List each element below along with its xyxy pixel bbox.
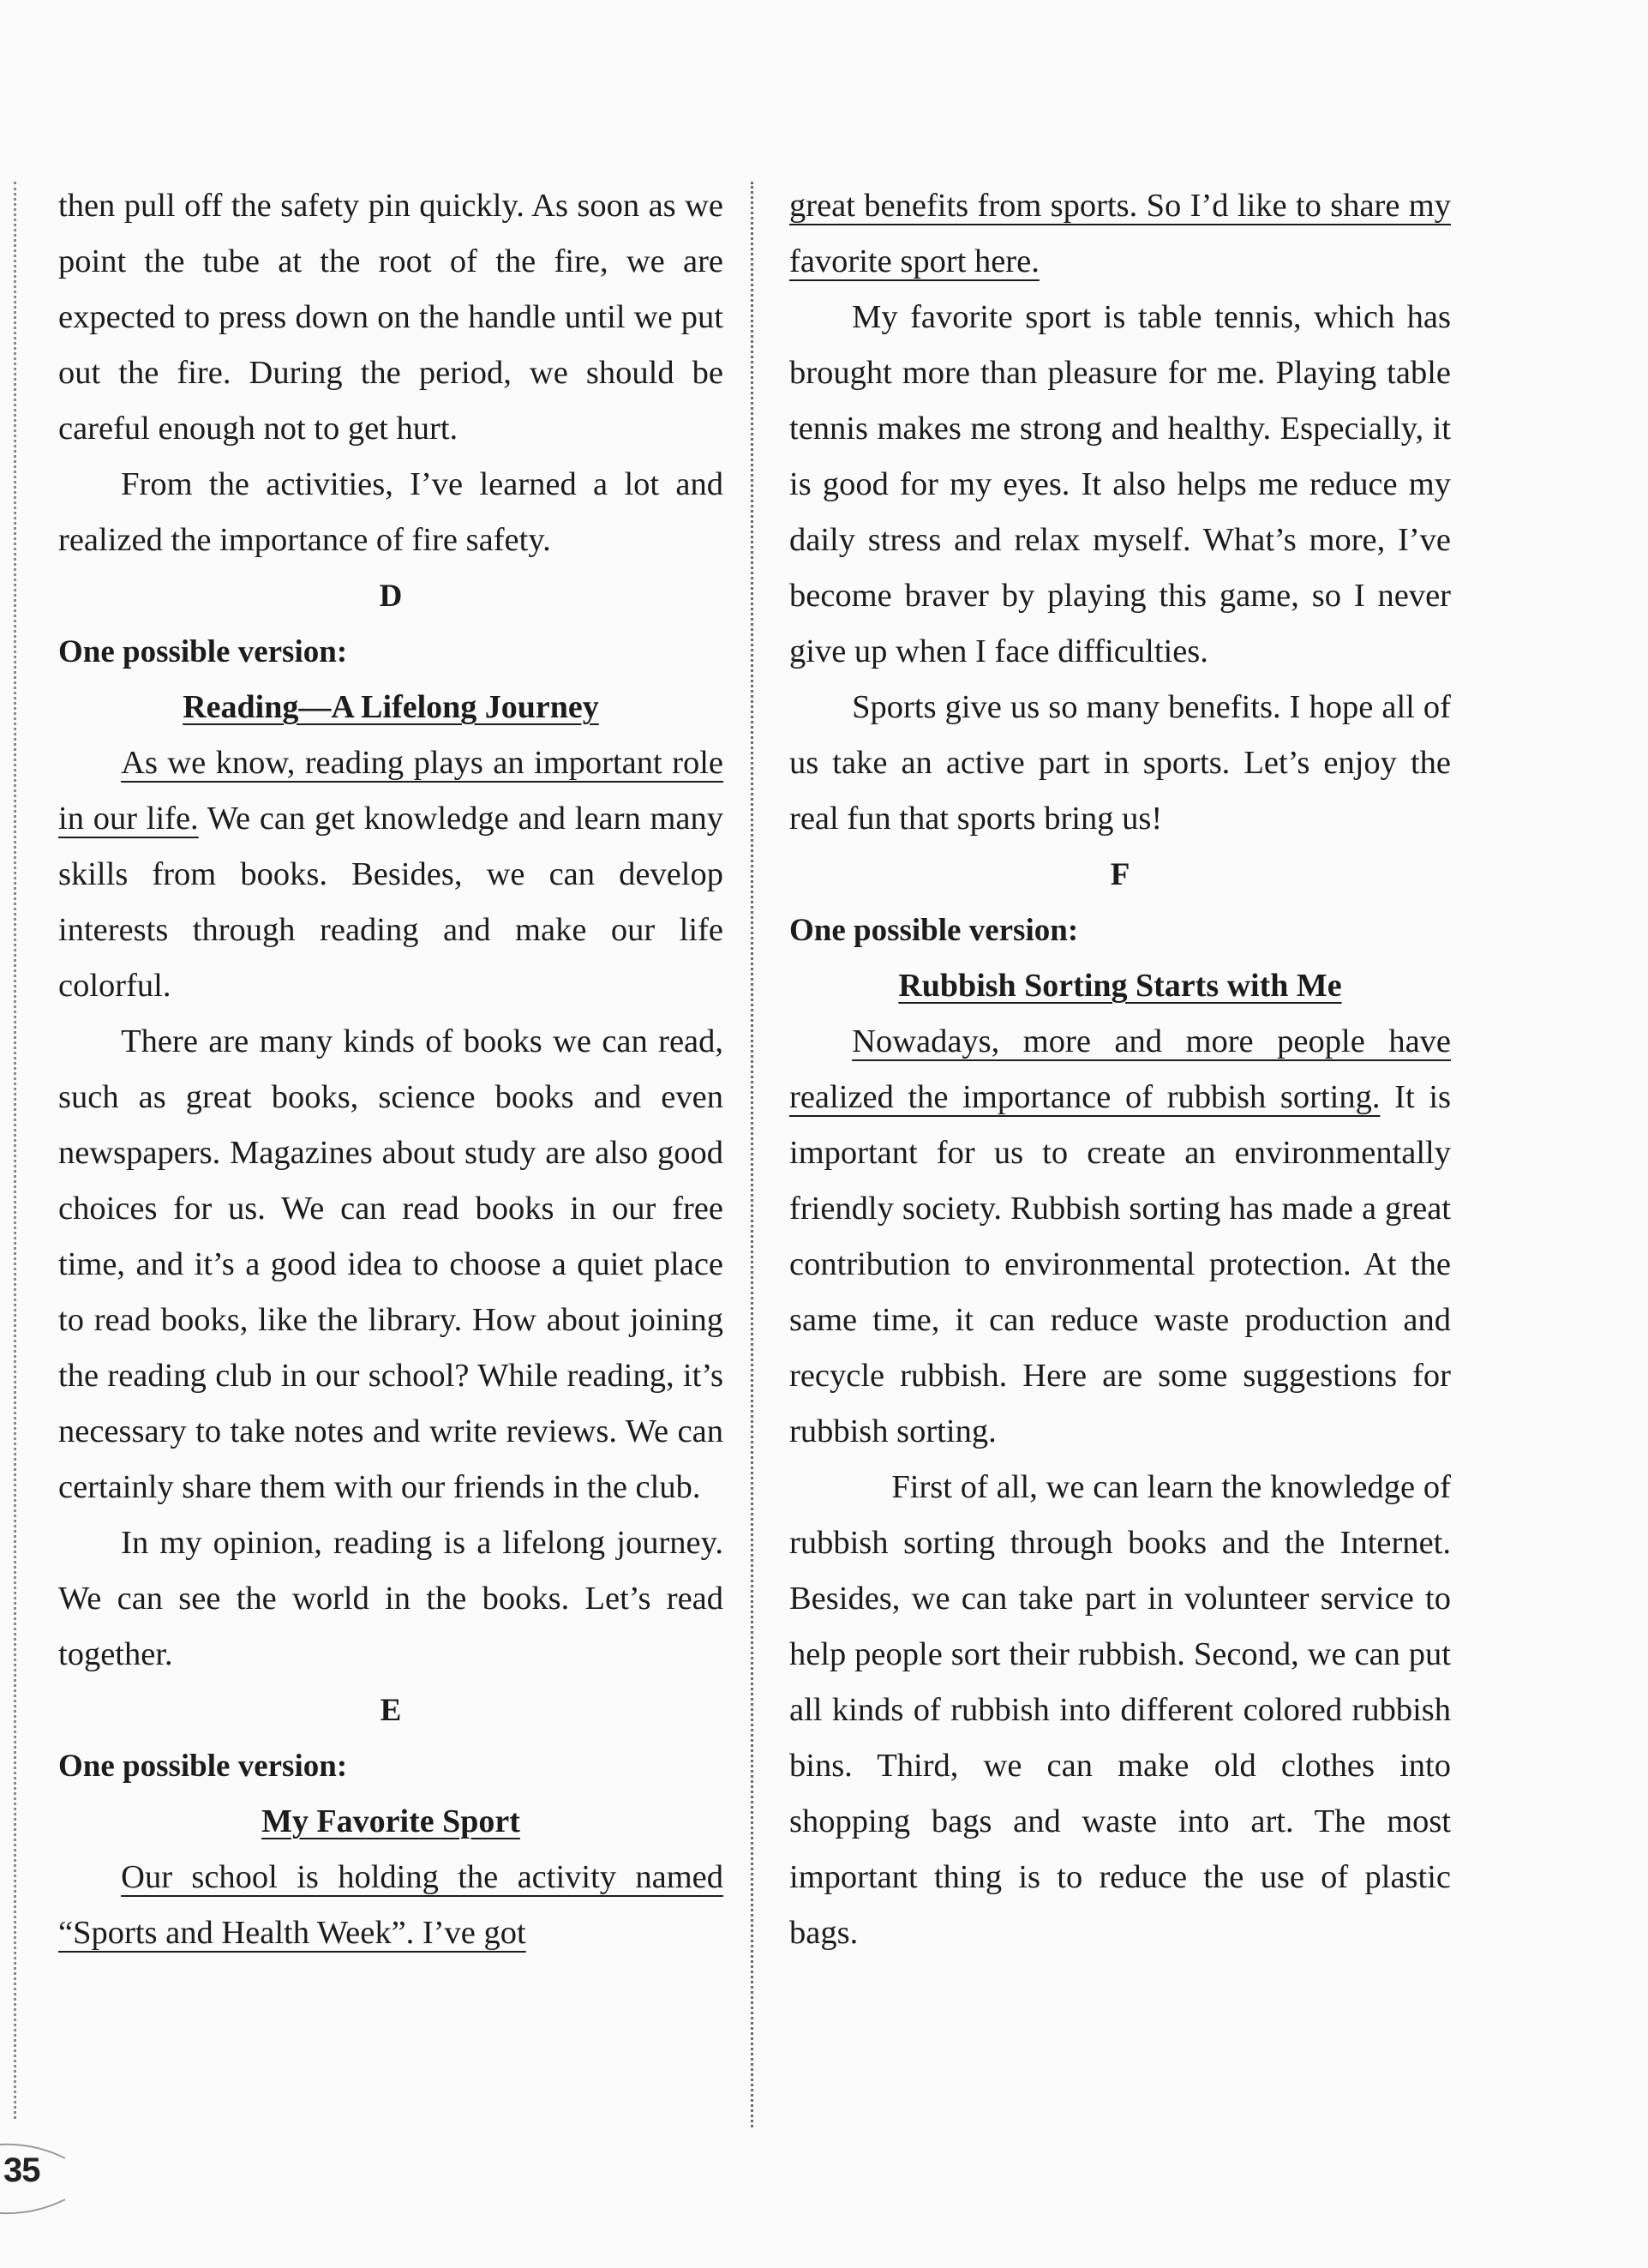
section-d-paragraph-1: [58, 735, 723, 1014]
section-c-tail-paragraph-1: then pull off the safety pin quickly. As soon as we point the tube at the root of the fire, we are expected to press down on the handle until we put out the fire. During the period, we should be careful enough not to get hurt.: [58, 188, 723, 447]
section-d-p1-rest: We can get knowledge and learn many skills from books. Besides, we can develop interests through reading and make our life colorful.: [58, 801, 723, 1004]
right-column: [789, 178, 1451, 1961]
page-number: 35: [3, 2151, 40, 2189]
section-f-paragraph-1: [789, 1014, 1451, 1460]
section-d-p1-underlined: As we know, reading plays an important role in our life.: [58, 745, 723, 837]
section-f-p1-underlined: Nowadays, more and more people have realized the importance of rubbish sorting.: [789, 1023, 1451, 1115]
section-e-version-label: One possible version:: [58, 1749, 348, 1784]
left-column: [58, 178, 723, 1961]
section-f-letter: F: [1110, 857, 1130, 892]
section-d-title-text: Reading—A Lifelong Journey: [183, 689, 599, 725]
section-e-paragraph-3: Sports give us so many benefits. I hope all of us take an active part in sports. Let’s enjoy the real fun that sports bring us!: [789, 689, 1451, 837]
column-divider: [751, 182, 753, 2127]
section-f-title: [789, 958, 1451, 1014]
section-e-p1-underlined: Our school is holding the activity named “Sports and Health Week”. I’ve got: [58, 1859, 723, 1951]
section-d-title: [58, 680, 723, 735]
section-d-paragraph-3: In my opinion, reading is a lifelong journey. We can see the world in the books. Let’s read together.: [58, 1525, 723, 1672]
section-e-title-text: My Favorite Sport: [261, 1803, 520, 1839]
section-e-letter: E: [380, 1693, 402, 1728]
section-f-p1-rest: It is important for us to create an environmentally friendly society. Rubbish sorting has made a great contribution to environmental protection. At the same time, it can reduce waste production and recycle rubbish. Here are some suggestions for rubbish sorting.: [789, 1079, 1452, 1449]
section-d-paragraph-2: There are many kinds of books we can read, such as great books, science books and even newspapers. Magazines about study are also good choices for us. We can read books in our free time, and it’s a good idea to choose a quiet place to read books, like the library. How about joining the reading club in our school? While reading, it’s necessary to take notes and write reviews. We can certainly share them with our friends in the club.: [58, 1023, 723, 1505]
section-e-p1-underlined-cont: great benefits from sports. So I’d like to share my favorite sport here.: [789, 188, 1451, 279]
section-d-letter: D: [379, 579, 403, 614]
section-f-paragraph-2: First of all, we can learn the knowledge of rubbish sorting through books and the Internet. Besides, we can take part in volunteer service to help people sort their rubbish. Second, we can put all kinds of rubbish into different colored rubbish bins. Third, we can make old clothes into shopping bags and waste into art. The most important thing is to reduce the use of plastic bags.: [789, 1469, 1451, 1951]
section-f-title-text: Rubbish Sorting Starts with Me: [898, 968, 1342, 1004]
section-e-paragraph-1-cont: [789, 178, 1451, 290]
section-e-paragraph-1-start: [58, 1850, 723, 1961]
section-e-paragraph-2: My favorite sport is table tennis, which has brought more than pleasure for me. Playing table tennis makes me strong and healthy. Especially, it is good for my eyes. It also helps me reduce my daily stress and relax myself. What’s more, I’ve become braver by playing this game, so I never give up when I face difficulties.: [789, 299, 1451, 669]
section-c-tail-paragraph-2: From the activities, I’ve learned a lot and realized the importance of fire safety.: [58, 466, 723, 558]
binding-margin-rule: [14, 182, 16, 2119]
section-f-version-label: One possible version:: [789, 913, 1079, 948]
section-d-version-label: One possible version:: [58, 634, 348, 669]
section-e-title: [58, 1794, 723, 1850]
